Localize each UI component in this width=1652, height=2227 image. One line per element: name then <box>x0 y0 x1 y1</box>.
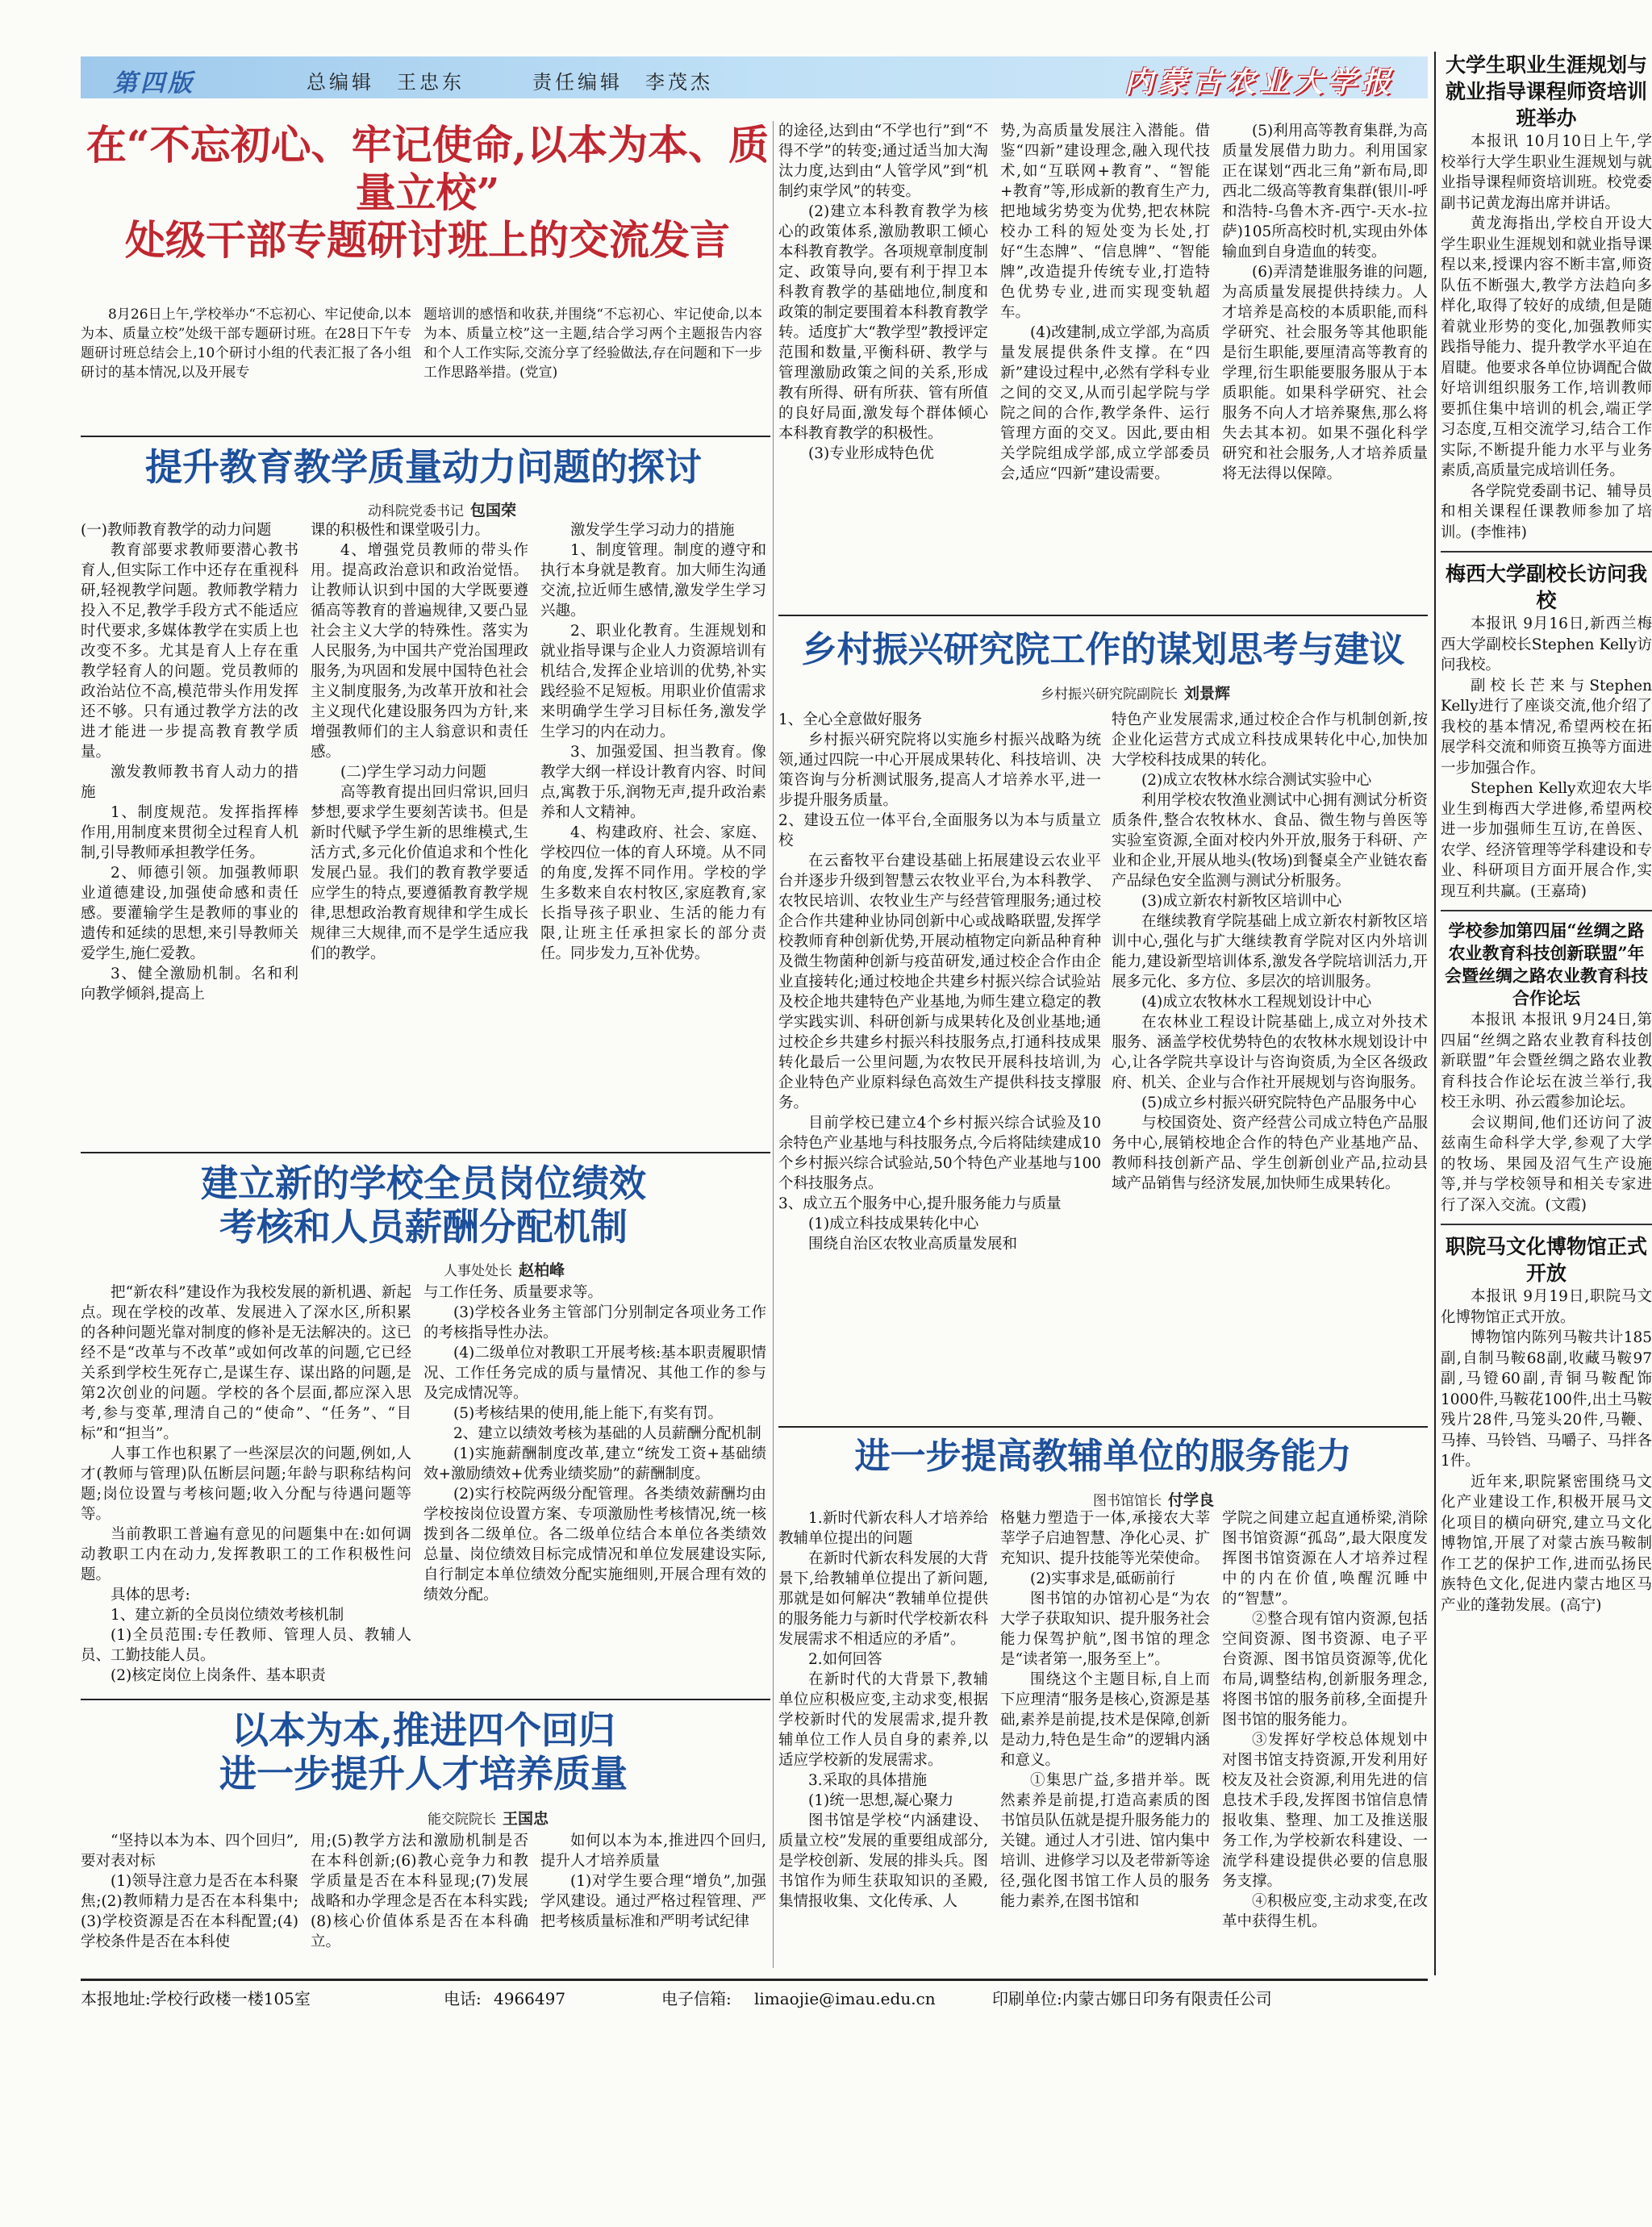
art2-col2: 课的积极性和课堂吸引力。 4、增强党员教师的带头作用。提高政治意识和政治觉悟。让教师认识到中国的大学既要遵循高等教育的普遍规律,又要凸显社会主义大学的特殊性。落实为人民服务,为中国共产党治国理政服务,为巩固和发展中国特色社会主义制度服务,为改革开放和社会主义现代化建设服务四为方针,来增强教师们的主人翁意识和责任感。 (二)学生学习动力问题 高等教育提出回归常识,回归梦想,要求学生要刻苦读书。但是新时代赋予学生新的思维模式,生活方式,多元化价值追求和个性化发展凸显。我们的教育教学要适应学生的特点,要遵循教育教学规律,思想政治教育规律和学生成长规律三大规律,而不是学生适应我们的教学。 <box>311 522 528 962</box>
art5-col1: 1、全心全意做好服务 乡村振兴研究院将以实施乡村振兴战略为统领,通过四院一中心开展成果转化、科技培训、决策咨询与分析测试服务,提高人才培养水平,进一步提升服务质量。 2、建设五位一体平台,全面服务以为本与质量立校 在云畜牧平台建设基础上拓展建设云农业平台并逐步升级到智慧云农牧业平台,为本科教学、农牧民培训、农牧业生产与经营管理服务;通过校企合作共建种业协同创新中心或战略联盟,发挥学校教师育种创新优势,开展动植物定向新品种育种及微生物菌种创新与疫苗研发,通过校企合作由企业直接转化;通过校地企共建乡村振兴综合试验站及校企地共建特色产业基地,为师生建立稳定的教学实践实训、科研创新与成果转化及创业基地;通过校企乡共建乡村振兴科技服务点,打通科技成果转化最后一公里问题,为农牧民开展科技培训,为企业特色产业原料绿色高效生产提供科技支撑服务。 目前学校已建立4个乡村振兴综合试验及10余特色产业基地与科技服务点,今后将陆续建成10个乡村振兴综合试验站,50个特色产业基地与100个科技服务点。 3、成立五个服务中心,提升服务能力与质量 (1)成立科技成果转化中心 围绕自治区农牧业高质量发展和 <box>778 711 1101 1253</box>
art3-col1: 把“新农科”建设作为我校发展的新机遇、新起点。现在学校的改革、发展进入了深水区,所积累的各种问题光靠对制度的修补是无法解决的。这已经不是“改革与不改革”或如何改革的问题,它已经关系到学校生死存亡,是谋生存、谋出路的问题,是第2次创业的问题。学校的各个层面,都应深入思考,参与变革,理清自己的“使命”、“任务”、“目标”和“担当”。 人事工作也积累了一些深层次的问题,例如,人才(教师与管理)队伍断层问题;年龄与职称结构问题;岗位设置与考核问题;收入分配与待遇问题等等。 当前教职工普遍有意见的问题集中在:如何调动教职工内在动力,发挥教职工的工作积极性问题。 具体的思考: 1、建立新的全员岗位绩效考核机制 (1)全员范围:专任教师、管理人员、教辅人员、工勤技能人员。 (2)核定岗位上岗条件、基本职责 <box>81 1284 411 1684</box>
art2-col3: 激发学生学习动力的措施 1、制度管理。制度的遵守和执行本身就是教育。加大师生沟通交流,拉近师生感情,激发学生学习兴趣。 2、职业化教育。生涯规划和就业指导课与企业人力资源培训有机结合,发挥企业培训的优势,补实践经验不足短板。用职业价值需求来明确学生学习目标任务,激发学生学习的内在动力。 3、加强爱国、担当教育。像教学大纲一样设计教育内容、时间点,寓教于乐,润物无声,提升政治素养和人文精神。 4、构建政府、社会、家庭、学校四位一体的育人环境。从不同的角度,发挥不同作用。学校的学生多数来自农村牧区,家庭教育,家长指导孩子职业、生活的能力有限,让班主任承担家长的部分责任。同步发力,互补优势。 <box>540 522 766 962</box>
art3-byline: 人事处处长 赵柏峰 <box>443 1262 565 1279</box>
art1-col1: 8月26日上午,学校举办“不忘初心、牢记使命,以本为本、质量立校”处级干部专题研讨班。在28日下午专题研讨班总结会上,10个研讨小组的代表汇报了各小组研讨的基本情况,以及开展专 <box>81 307 411 381</box>
divider <box>81 1699 770 1700</box>
duty-editor: 责任编辑 李茂杰 <box>532 71 713 94</box>
divider <box>1441 551 1652 553</box>
art2-title: 提升教育教学质量动力问题的探讨 <box>145 445 702 489</box>
masthead-bar <box>81 56 1428 98</box>
divider <box>778 1426 1428 1428</box>
divider <box>1441 1224 1652 1225</box>
divider <box>1434 52 1436 1975</box>
edition-label: 第四版 <box>113 69 195 98</box>
art1-title: 在“不忘初心、牢记使命,以本为本、质量立校” 处级干部专题研讨班上的交流发言 <box>86 121 770 264</box>
news2-body: 本报讯 9月16日,新西兰梅西大学副校长Stephen Kelly访问我校。 副校长芒来与Stephen Kelly进行了座谈交流,他介绍了我校的基本情况,希望两校在拓展学科交流和师资互换等方面进一步加强合作。 Stephen Kelly欢迎农大毕业生到梅西大学进修,希望两校进一步加强师生互访,在兽医、农学、经济管理等学科建设和专业、科研项目方面开展合作,实现互利共赢。(王嘉琦) <box>1441 615 1652 900</box>
footer <box>81 1979 1428 2016</box>
news4-body: 本报讯 9月19日,职院马文化博物馆正式开放。 博物馆内陈列马鞍共计185副,自制马鞍68副,收藏马鞍97副,马镫60副,青铜马鞍配饰1000件,马鞍花100件,出土马鞍残片28件,马笼头20件,马鞭、马捧、马铃铛、马嚼子、马拌各1件。 近年来,职院紧密围绕马文化产业建设工作,积极开展马文化项目的横向研究,建立马文化博物馆,开展了对蒙古族马鞍制作工艺的保护工作,进而弘扬民族特色文化,促进内蒙古地区马产业的蓬勃发展。(高宁) <box>1441 1288 1652 1614</box>
chief-editor: 总编辑 王忠东 <box>307 71 465 94</box>
footer-phone: 4966497 <box>494 1989 566 2008</box>
footer-printer: 印刷单位:内蒙古娜日印务有限责任公司 <box>992 1989 1272 2008</box>
art2-byline: 动科院党委书记 包国荣 <box>367 502 516 519</box>
art6-byline: 图书馆馆长 付学良 <box>1092 1491 1214 1509</box>
paper-name: 内蒙古农业大学报 <box>1124 65 1395 99</box>
footer-email-label: 电子信箱: <box>661 1989 732 2008</box>
mid-col2: 势,为高质量发展注入潜能。借鉴“四新”建设理念,融入现代技术,如“互联网+教育”、“智能+教育”等,形成新的教育生产力,把地域劣势变为优势,把农林院校办工科的短处变为长处,打好“生态牌”、“信息牌”、“智能牌”,改造提升传统专业,打造特色优势专业,进而实现变轨超车。 (4)改建制,成立学部,为高质量发展提供条件支撑。在“四新”建设过程中,必然有学科专业之间的交叉,从而引起学院与学院之间的合作,教学条件、运行管理方面的交叉。因此,要由相关学院组成学部,成立学部委员会,适应“四新”建设需要。 <box>1000 123 1210 482</box>
footer-phone-label: 电话: <box>444 1989 482 2008</box>
art6-col1: 1.新时代新农科人才培养给教辅单位提出的问题 在新时代新农科发展的大背景下,给教辅单位提出了新问题,那就是如何解决“教辅单位提供的服务能力与新时代学校新农科发展需求不相适应的矛盾”。 2.如何回答 在新时代的大背景下,教辅单位应积极应变,主动求变,根据学校新时代的发展需求,提升教辅单位工作人员自身的素养,以适应学校新的发展需求。 3.采取的具体措施 (1)统一思想,凝心聚力 图书馆是学校“内涵建设、质量立校”发展的重要组成部分,是学校创新、发展的排头兵。图书馆作为师生获取知识的圣殿,集情报收集、文化传承、人 <box>778 1510 988 1910</box>
news3-body: 本报讯 本报讯 9月24日,第四届“丝绸之路农业教育科技创新联盟”年会暨丝绸之路农业教育科技合作论坛在波兰举行,我校王永明、孙云霞参加论坛。 会议期间,他们还访问了波兹南生命科学大学,参观了大学的牧场、果园及沼气生产设施等,并与学校领导和相关专家进行了深入交流。(文霞) <box>1441 1011 1652 1214</box>
divider <box>778 615 1428 616</box>
art1-col2: 题培训的感悟和收获,并围绕“不忘初心、牢记使命,以本为本、质量立校”这一主题,结合学习两个主题报告内容和个人工作实际,交流分享了经验做法,存在问题和下一步工作思路举措。(党宣) <box>423 307 762 381</box>
art4-col1: “坚持以本为本、四个回归”,要对表对标 (1)领导注意力是否在本科聚焦;(2)教师精力是否在本科集中;(3)学校资源是否在本科配置;(4)学校条件是否在本科使 <box>81 1833 298 1950</box>
art5-byline: 乡村振兴研究院副院长 刘景辉 <box>1040 685 1230 703</box>
news4-title: 职院马文化博物馆正式开放 <box>1445 1235 1647 1285</box>
divider <box>81 1152 770 1153</box>
art5-col2: 特色产业发展需求,通过校企合作与机制创新,按企业化运营方式成立科技成果转化中心,加快加大学校科技成果的转化。 (2)成立农牧林水综合测试实验中心 利用学校农牧渔业测试中心拥有测试分析资质条件,整合农牧林水、食品、微生物与兽医等实验室资源,全面对校内外开放,服务于科研、产业和企业,开展从地头(牧场)到餐桌全产业链农畜产品绿色安全监测与测试分析服务。 (3)成立新农村新牧区培训中心 在继续教育学院基础上成立新农村新牧区培训中心,强化与扩大继续教育学院对区内外培训能力,建设新型培训体系,激发各学院培训活力,开展多元化、多方位、多层次的培训服务。 (4)成立农牧林水工程规划设计中心 在农林业工程设计院基础上,成立对外技术服务、涵盖学校优势特色的农牧林水规划设计中心,让各学院共享设计与咨询资质,为全区各级政府、机关、企业与合作社开展规划与咨询服务。 (5)成立乡村振兴研究院特色产品服务中心 与校国资处、资产经营公司成立特色产品服务中心,展销校地企合作的特色产业基地产品、教师科技创新产品、学生创新创业产品,拉动县域产品销售与经济发展,加快师生成果转化。 <box>1112 711 1428 1192</box>
art4-title: 以本为本,推进四个回归 进一步提升人才培养质量 <box>219 1708 628 1796</box>
art4-byline: 能交院院长 王国忠 <box>427 1810 549 1828</box>
art5-title: 乡村振兴研究院工作的谋划思考与建议 <box>801 629 1405 670</box>
art3-col2: 与工作任务、质量要求等。 (3)学校各业务主管部门分别制定各项业务工作的考核指导性办法。 (4)二级单位对教职工开展考核:基本职责履职情况、工作任务完成的质与量情况、其他工作的参与及完成情况等。 (5)考核结果的使用,能上能下,有奖有罚。 2、建立以绩效考核为基础的人员薪酬分配机制 (1)实施薪酬制度改革,建立“统发工资+基础绩效+激励绩效+优秀业绩奖励”的薪酬制度。 (2)实行校院两级分配管理。各类绩效薪酬均由学校按岗位设置方案、专项激励性考核情况,统一核拨到各二级单位。各二级单位结合本单位各类绩效总量、岗位绩效目标完成情况和单位发展建设实际,自行制定本单位绩效分配实施细则,开展合理有效的绩效分配。 <box>423 1284 766 1604</box>
footer-email[interactable]: limaojie@imau.edu.cn <box>754 1989 936 2008</box>
news-sidebar <box>1441 52 1652 1987</box>
art6-col2: 格魅力塑造于一体,承接农大莘莘学子启迪智慧、净化心灵、扩充知识、提升技能等光荣使命。 (2)实事求是,砥砺前行 图书馆的办馆初心是“为农大学子获取知识、提升服务社会能力保驾护航”,图书馆的理念是“读者第一,服务至上”。 围绕这个主题目标,自上而下应理清“服务是核心,资源是基础,素养是前提,技术是保障,创新是动力,特色是生命”的逻辑内涵和意义。 ①集思广益,多措并举。既然素养是前提,打造高素质的图书馆员队伍就是提升服务能力的关键。通过人才引进、馆内集中培训、进修学习以及老带新等途径,强化图书馆工作人员的服务能力素养,在图书馆和 <box>1000 1510 1210 1910</box>
news2-title: 梅西大学副校长访问我校 <box>1445 562 1647 612</box>
mid-col1: 的途径,达到由“不学也行”到“不得不学”的转变;通过适当加大淘汰力度,达到由“人管学风”到“机制约束学风”的转变。 (2)建立本科教育教学为核心的政策体系,激励教职工倾心本科教育教学。各项规章制度制定、政策导向,要有利于捍卫本科教育教学的基础地位,制度和政策的制定要围着本科教育教学转。适度扩大“教学型”教授评定范围和数量,平衡科研、教学与管理激励政策之间的关系,形成教有所得、研有所获、管有所值的良好局面,激发每个群体倾心本科教育教学的积极性。 (3)专业形成特色优 <box>778 123 988 462</box>
divider <box>81 436 770 437</box>
art6-col3: 学院之间建立起直通桥梁,消除图书馆资源“孤岛”,最大限度发挥图书馆资源在人才培养过程中的内在价值,唤醒沉睡中的“智慧”。 ②整合现有馆内资源,包括空间资源、图书资源、电子平台资源、图书馆员资源等,优化布局,调整结构,创新服务理念,将图书馆的服务前移,全面提升图书馆的服务能力。 ③发挥好学校总体规划中对图书馆支持资源,开发利用好校友及社会资源,利用先进的信息技术手段,发挥图书馆信息情报收集、整理、加工及推送服务工作,为学校新农科建设、一流学科建设提供必要的信息服务支撑。 ④积极应变,主动求变,在改革中获得生机。 <box>1222 1510 1428 1930</box>
art2-col1: (一)教师教育教学的动力问题 教育部要求教师要潜心教书育人,但实际工作中还存在重视科研,轻视教学问题。教师教学精力投入不足,教学手段方式不能适应时代要求,多媒体教学在实质上也改变不多。尤其是育人上存在重教学轻育人的问题。党员教师的政治站位不高,模范带头作用发挥还不够。只有通过教学方法的改进才能进一步提高教育教学质量。 激发教师教书育人动力的措施 1、制度规范。发挥指挥棒作用,用制度来贯彻全过程育人机制,引导教师承担教学任务。 2、师德引领。加强教师职业道德建设,加强使命感和责任感。要灌输学生是教师的事业的遗传和延续的思想,来引导教师关爱学生,施仁爱教。 3、健全激励机制。名和利向教学倾斜,提高上 <box>81 522 298 1003</box>
art4-col3: 如何以本为本,推进四个回归,提升人才培养质量 (1)对学生要合理“增负”,加强学风建设。通过严格过程管理、严把考核质量标准和严明考试纪律 <box>540 1833 766 1930</box>
art4-col2: 用;(5)教学方法和激励机制是否在本科创新;(6)教心竞争力和教学质量是否在本科显现;(7)发展战略和办学理念是否在本科实践;(8)核心价值体系是否在本科确立。 <box>311 1833 528 1950</box>
footer-address: 本报地址:学校行政楼一楼105室 <box>81 1989 311 2008</box>
news1-title: 大学生职业生涯规划与就业指导课程师资培训班举办 <box>1445 53 1647 130</box>
divider <box>773 121 774 1968</box>
mid-col3: (5)利用高等教育集群,为高质量发展借力助力。利用国家正在谋划“西北三角”新布局,即西北二级高等教育集群(银川-呼和浩特-乌鲁木齐-西宁-天水-拉萨)105所高校时机,实现由外体输血到自身造血的转变。 (6)弄清楚谁服务谁的问题,为高质量发展提供持续力。人才培养是高校的本质职能,而科学研究、社会服务等其他职能是衍生职能,要厘清高等教育的学理,衍生职能要服务服从于本质职能。如果科学研究、社会服务不向人才培养聚焦,那么将失去其本初。如果不强化科学研究和社会服务,人才培养质量将无法得以保障。 <box>1222 123 1428 482</box>
art3-title: 建立新的学校全员岗位绩效 考核和人员薪酬分配机制 <box>201 1161 646 1249</box>
news1-body: 本报讯 10月10日上午,学校举行大学生职业生涯规划与就业指导课程师资培训班。校党委副书记黄龙海出席并讲话。 黄龙海指出,学校自开设大学生职业生涯规划和就业指导课程以来,授课内容不断丰富,师资队伍不断强大,教学方法趋向多样化,取得了较好的成绩,但是随着就业形势的变化,加强教师实践指导能力、提升教学水平迫在眉睫。他要求各单位协调配合做好培训组织服务工作,培训教师要抓住集中培训的机会,端正学习态度,互相交流学习,结合工作实际,不断提升能力水平与业务素质,高质量完成培训任务。 各学院党委副书记、辅导员和相关课程任课教师参加了培训。(李惟祎) <box>1441 133 1652 541</box>
news3-title: 学校参加第四届“丝绸之路农业教育科技创新联盟”年会暨丝绸之路农业教育科技合作论坛 <box>1445 920 1648 1008</box>
art6-title: 进一步提高教辅单位的服务能力 <box>854 1436 1352 1477</box>
divider <box>1441 910 1652 911</box>
